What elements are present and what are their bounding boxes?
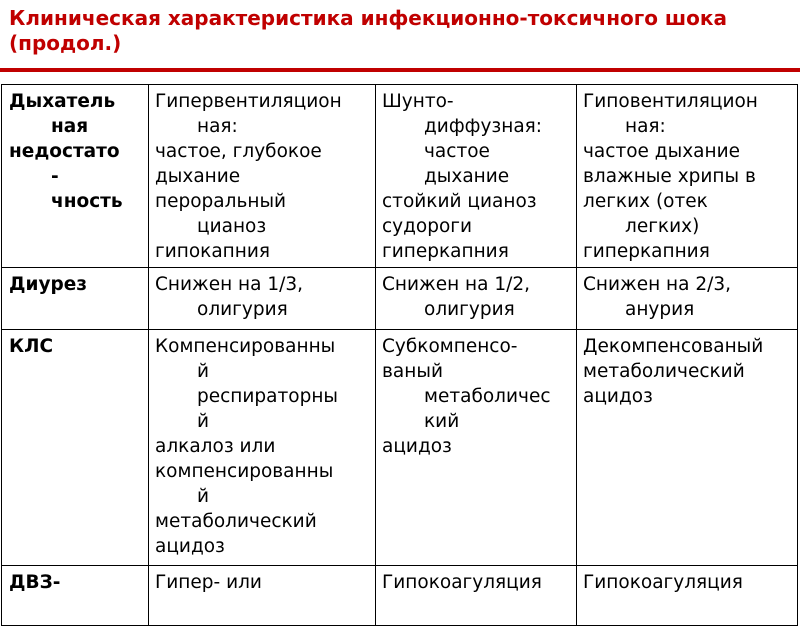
cell-line: пероральный bbox=[155, 191, 287, 212]
table-cell bbox=[577, 330, 798, 566]
cell-line: метаболичес bbox=[424, 386, 551, 407]
cell-line: Гипер- или bbox=[155, 572, 262, 593]
table-cell bbox=[149, 268, 376, 330]
cell-line: дыхание bbox=[424, 166, 510, 187]
cell-line: ацидоз bbox=[382, 436, 452, 457]
cell-line: Снижен на 1/2, bbox=[382, 274, 531, 295]
cell-line: алкалоз или bbox=[155, 436, 276, 457]
cell-line: ацидоз bbox=[155, 536, 225, 557]
cell-line: частое, глубокое bbox=[155, 141, 322, 162]
row-header bbox=[2, 85, 149, 268]
cell-line: частое дыхание bbox=[583, 141, 740, 162]
row-header bbox=[2, 330, 149, 566]
row-header-line: недостато bbox=[9, 141, 120, 162]
title-divider bbox=[0, 68, 800, 72]
clinical-characteristics-table bbox=[1, 84, 798, 626]
cell-line: респираторны bbox=[197, 386, 339, 407]
cell-line: дыхание bbox=[155, 166, 241, 187]
row-header bbox=[2, 268, 149, 330]
cell-line: кий bbox=[424, 411, 460, 432]
cell-line: олигурия bbox=[424, 299, 515, 320]
cell-line: стойкий цианоз bbox=[382, 191, 537, 212]
cell-line: Декомпенсованый bbox=[583, 336, 764, 357]
cell-line: судороги bbox=[382, 216, 473, 237]
cell-line: частое bbox=[424, 141, 490, 162]
cell-line: метаболический bbox=[583, 361, 745, 382]
cell-line: Гипервентиляцион bbox=[155, 91, 342, 112]
cell-line: цианоз bbox=[197, 216, 267, 237]
cell-line: анурия bbox=[625, 299, 695, 320]
table-cell bbox=[577, 268, 798, 330]
cell-line: ваный bbox=[382, 361, 443, 382]
cell-line: й bbox=[197, 411, 210, 432]
cell-line: гипокапния bbox=[155, 241, 271, 262]
cell-line: гиперкапния bbox=[382, 241, 509, 262]
cell-line: компенсированны bbox=[155, 461, 334, 482]
cell-line: Компенсированны bbox=[155, 336, 336, 357]
cell-line: й bbox=[197, 486, 210, 507]
cell-line: Шунто- bbox=[382, 91, 454, 112]
cell-line: ная: bbox=[197, 116, 238, 137]
cell-line: влажные хрипы в bbox=[583, 166, 756, 187]
table-row bbox=[2, 85, 798, 268]
cell-line: Субкомпенсо- bbox=[382, 336, 518, 357]
cell-line: диффузная: bbox=[424, 116, 543, 137]
row-header-line: ДВЗ- bbox=[9, 572, 61, 593]
cell-line: Снижен на 1/3, bbox=[155, 274, 304, 295]
table-row bbox=[2, 330, 798, 566]
table-cell bbox=[376, 85, 577, 268]
cell-line: гиперкапния bbox=[583, 241, 710, 262]
row-header-line: ная bbox=[51, 116, 89, 137]
cell-line: Гипокоагуляция bbox=[583, 572, 743, 593]
cell-line: легких (отек bbox=[583, 191, 708, 212]
table-cell bbox=[149, 85, 376, 268]
table-cell bbox=[577, 566, 798, 626]
row-header-line: Диурез bbox=[9, 274, 88, 295]
slide-title: Клиническая характеристика инфекционно-токсичного шока (продол.) bbox=[9, 6, 727, 55]
cell-line: Гипокоагуляция bbox=[382, 572, 542, 593]
row-header-line: - bbox=[51, 166, 59, 187]
cell-line: олигурия bbox=[197, 299, 288, 320]
cell-line: й bbox=[197, 361, 210, 382]
row-header-line: КЛС bbox=[9, 336, 54, 357]
cell-line: Гиповентиляцион bbox=[583, 91, 758, 112]
table-cell bbox=[149, 330, 376, 566]
table-cell bbox=[149, 566, 376, 626]
table-cell bbox=[577, 85, 798, 268]
row-header bbox=[2, 566, 149, 626]
table-row bbox=[2, 268, 798, 330]
cell-line: Снижен на 2/3, bbox=[583, 274, 732, 295]
table-cell bbox=[376, 330, 577, 566]
table-row bbox=[2, 566, 798, 626]
table-cell bbox=[376, 566, 577, 626]
cell-line: ная: bbox=[625, 116, 666, 137]
table-cell bbox=[376, 268, 577, 330]
cell-line: легких) bbox=[625, 216, 700, 237]
row-header-line: чность bbox=[51, 191, 123, 212]
cell-line: ацидоз bbox=[583, 386, 653, 407]
row-header-line: Дыхатель bbox=[9, 91, 116, 112]
cell-line: метаболический bbox=[155, 511, 317, 532]
